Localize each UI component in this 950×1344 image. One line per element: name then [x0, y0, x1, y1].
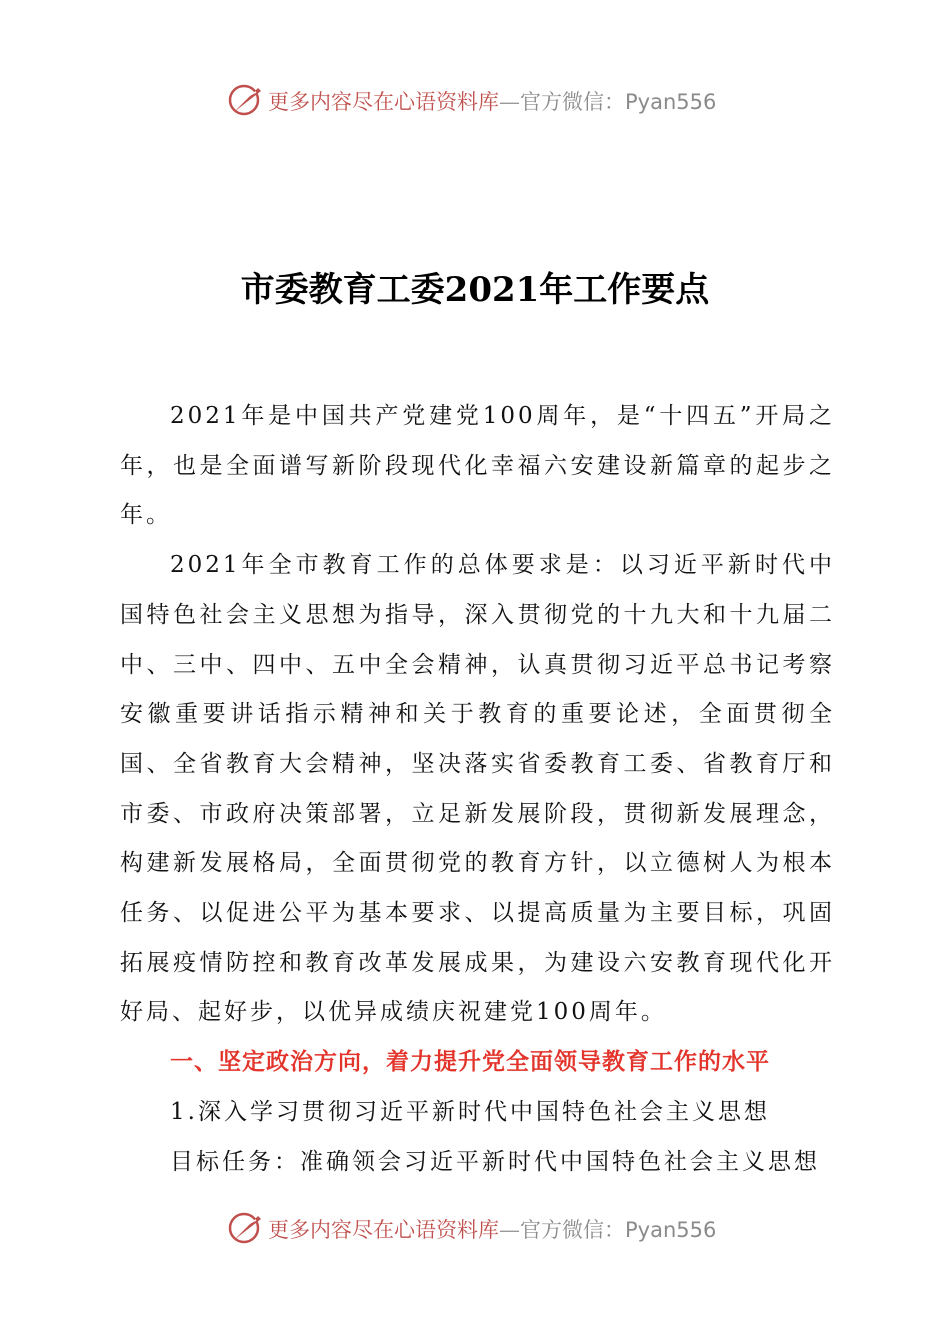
document-body	[120, 392, 835, 1187]
banner-text	[268, 1214, 716, 1244]
banner-slogan: 更多内容尽在心语资料库	[268, 90, 499, 114]
item-1: 1.深入学习贯彻习近平新时代中国特色社会主义思想	[170, 1098, 770, 1125]
quill-logo-icon	[228, 82, 264, 118]
quill-logo-icon	[228, 1210, 264, 1246]
banner-separator: —	[499, 1218, 520, 1242]
paragraph-intro: 2021年是中国共产党建党100周年，是“十四五”开局之年，也是全面谱写新阶段现代化幸福六安建设新篇章的起步之年。	[120, 403, 835, 529]
banner-separator: —	[499, 90, 520, 114]
banner-wechat-id: Pyan556	[625, 1218, 717, 1242]
banner-wechat-id: Pyan556	[625, 90, 717, 114]
goal-line: 目标任务：准确领会习近平新时代中国特色社会主义思想	[170, 1148, 820, 1175]
banner-slogan: 更多内容尽在心语资料库	[268, 1218, 499, 1242]
banner-text	[268, 86, 716, 116]
banner-wechat-label: 官方微信：	[520, 90, 625, 114]
watermark-banner-top	[0, 82, 950, 122]
banner-wechat-label: 官方微信：	[520, 1218, 625, 1242]
section-heading: 一、坚定政治方向，着力提升党全面领导教育工作的水平	[170, 1049, 770, 1076]
paragraph-requirements: 2021年全市教育工作的总体要求是：以习近平新时代中国特色社会主义思想为指导，深入贯彻党的十九大和十九届二中、三中、四中、五中全会精神，认真贯彻习近平总书记考察安徽重要讲话指示精神和关于教育的重要论述，全面贯彻全国、全省教育大会精神，坚决落实省委教育工委、省教育厅和市委、市政府决策部署，立足新发展阶段，贯彻新发展理念，构建新发展格局，全面贯彻党的教育方针，以立德树人为根本任务、以促进公平为基本要求、以提高质量为主要目标，巩固拓展疫情防控和教育改革发展成果，为建设六安教育现代化开好局、起好步，以优异成绩庆祝建党100周年。	[120, 552, 835, 1026]
watermark-banner-bottom	[0, 1210, 950, 1250]
document-title: 市委教育工委2021年工作要点	[240, 270, 710, 310]
